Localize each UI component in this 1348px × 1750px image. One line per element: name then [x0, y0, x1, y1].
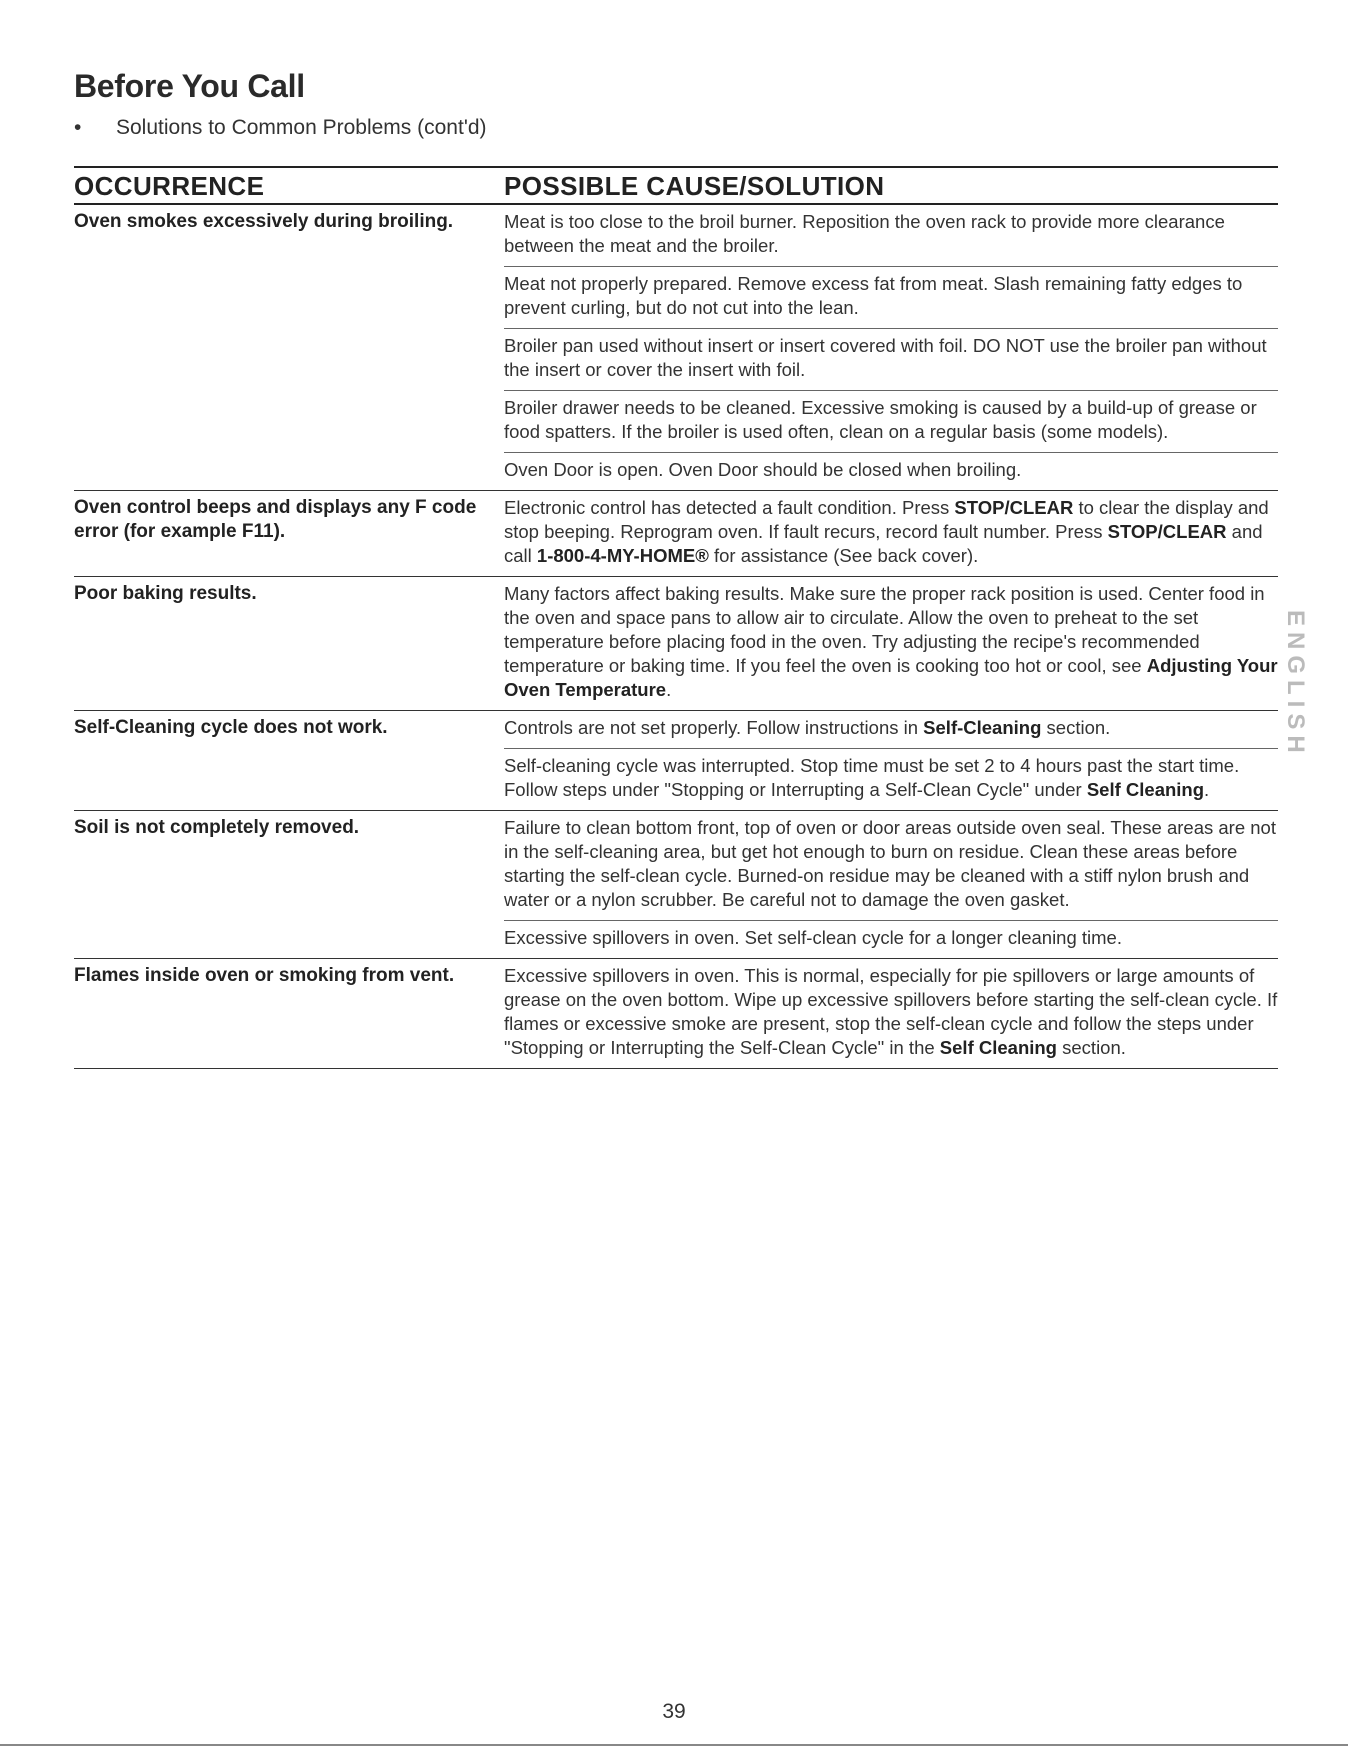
- occurrence-cell: Self-Cleaning cycle does not work.: [74, 717, 388, 738]
- occurrence-cell: Oven smokes excessively during broiling.: [74, 211, 454, 232]
- solutions-cell: [504, 811, 1278, 958]
- table-row: [74, 959, 1278, 1069]
- solution-text: .: [1204, 779, 1210, 800]
- solutions-cell: [504, 577, 1278, 710]
- subtitle-text: Solutions to Common Problems (cont'd): [116, 116, 487, 139]
- solution-item: [504, 390, 1278, 452]
- table-row: [74, 205, 1278, 491]
- solution-item: [504, 491, 1278, 576]
- solution-item: [504, 328, 1278, 390]
- subtitle: [74, 116, 487, 140]
- solution-text: Broiler pan used without insert or insert covered with foil. DO NOT use the broiler pan without the insert or cover the insert with foil.: [504, 335, 1267, 380]
- solution-item: [504, 959, 1278, 1068]
- solution-text: Failure to clean bottom front, top of oven or door areas outside oven seal. These areas are not in the self-cleaning area, but get hot enough to burn on residue. Clean these areas before starting the self-clean cycle. Burned-on residue may be cleaned with a stiff nylon brush and water or a nylon scrubber. Be careful not to damage the oven gasket.: [504, 817, 1276, 910]
- solutions-cell: [504, 205, 1278, 490]
- solution-text: Many factors affect baking results. Make sure the proper rack position is used. Center food in the oven and space pans to allow air to circulate. Allow the oven to preheat to the set temperature before placing food in the oven. Try adjusting the recipe's recommended temperature or baking time. If you feel the oven is cooking too hot or cool, see: [504, 583, 1265, 676]
- solution-text: .: [666, 679, 672, 700]
- solution-text: Excessive spillovers in oven. This is normal, especially for pie spillovers or large amounts of grease on the oven bottom. Wipe up excessive spillovers before starting the self-clean cycle. If flames or excessive smoke are present, stop the self-clean cycle and follow the steps under "Stopping or Interrupting the Self-Clean Cycle" in the: [504, 965, 1278, 1058]
- solution-item: [504, 577, 1278, 710]
- language-side-tab: [1281, 610, 1311, 780]
- solution-item: [504, 266, 1278, 328]
- solution-text: Self-cleaning cycle was interrupted. Stop time must be set 2 to 4 hours past the start time. Follow steps under "Stopping or Interrupting a Self-Clean Cycle" under: [504, 755, 1240, 800]
- solution-item: [504, 711, 1278, 748]
- solution-text: Broiler drawer needs to be cleaned. Excessive smoking is caused by a build-up of grease or food spatters. If the broiler is used often, clean on a regular basis (some models).: [504, 397, 1257, 442]
- table-body: [74, 205, 1278, 1069]
- solution-item: [504, 205, 1278, 266]
- occurrence-cell: Oven control beeps and displays any F code error (for example F11).: [74, 497, 477, 542]
- solution-text: Oven Door is open. Oven Door should be closed when broiling.: [504, 459, 1022, 480]
- solution-emphasis: Adjusting Your Oven Temperature: [504, 655, 1278, 700]
- solution-emphasis: Self Cleaning: [1086, 779, 1205, 800]
- solution-text: to clear the display and stop beeping. Reprogram oven. If fault recurs, record fault number. Press: [504, 497, 1269, 542]
- solutions-cell: [504, 959, 1278, 1068]
- solution-item: [504, 811, 1278, 920]
- solution-item: [504, 920, 1278, 958]
- page-number: 39: [662, 1700, 686, 1723]
- page-bottom-rule: [0, 1744, 1348, 1746]
- solution-text: Meat not properly prepared. Remove excess fat from meat. Slash remaining fatty edges to prevent curling, but do not cut into the lean.: [504, 273, 1243, 318]
- solution-text: Controls are not set properly. Follow instructions in: [504, 717, 924, 738]
- bullet-icon: •: [74, 116, 82, 139]
- solution-text: section.: [1041, 717, 1111, 738]
- side-tab-label: ENGLISH: [1282, 610, 1309, 759]
- table-row: [74, 811, 1278, 959]
- solution-text: Meat is too close to the broil burner. Reposition the oven rack to provide more clearance between the meat and the broiler.: [504, 211, 1225, 256]
- page-title: Before You Call: [74, 68, 305, 104]
- solutions-cell: [504, 491, 1278, 576]
- troubleshooting-table: [74, 166, 1278, 1069]
- table-row: [74, 491, 1278, 577]
- solution-emphasis: 1-800-4-MY-HOME®: [536, 545, 709, 566]
- solution-emphasis: Self Cleaning: [939, 1037, 1057, 1058]
- table-header: [74, 166, 1278, 205]
- occurrence-cell: Poor baking results.: [74, 583, 257, 604]
- occurrence-header: OCCURRENCE: [74, 171, 265, 201]
- solutions-cell: [504, 711, 1278, 810]
- solution-item: [504, 452, 1278, 490]
- solution-item: [504, 748, 1278, 810]
- solution-emphasis: Self-Cleaning: [923, 717, 1042, 738]
- solution-emphasis: STOP/CLEAR: [1107, 521, 1227, 542]
- solution-text: for assistance (See back cover).: [708, 545, 979, 566]
- solution-text: Electronic control has detected a fault condition. Press: [504, 497, 955, 518]
- solution-text: section.: [1057, 1037, 1126, 1058]
- table-row: [74, 711, 1278, 811]
- solution-header: POSSIBLE CAUSE/SOLUTION: [504, 171, 885, 201]
- solution-text: and call: [504, 521, 1263, 566]
- solution-emphasis: STOP/CLEAR: [954, 497, 1074, 518]
- occurrence-cell: Soil is not completely removed.: [74, 817, 360, 838]
- occurrence-cell: Flames inside oven or smoking from vent.: [74, 965, 455, 986]
- table-row: [74, 577, 1278, 711]
- solution-text: Excessive spillovers in oven. Set self-clean cycle for a longer cleaning time.: [504, 927, 1122, 948]
